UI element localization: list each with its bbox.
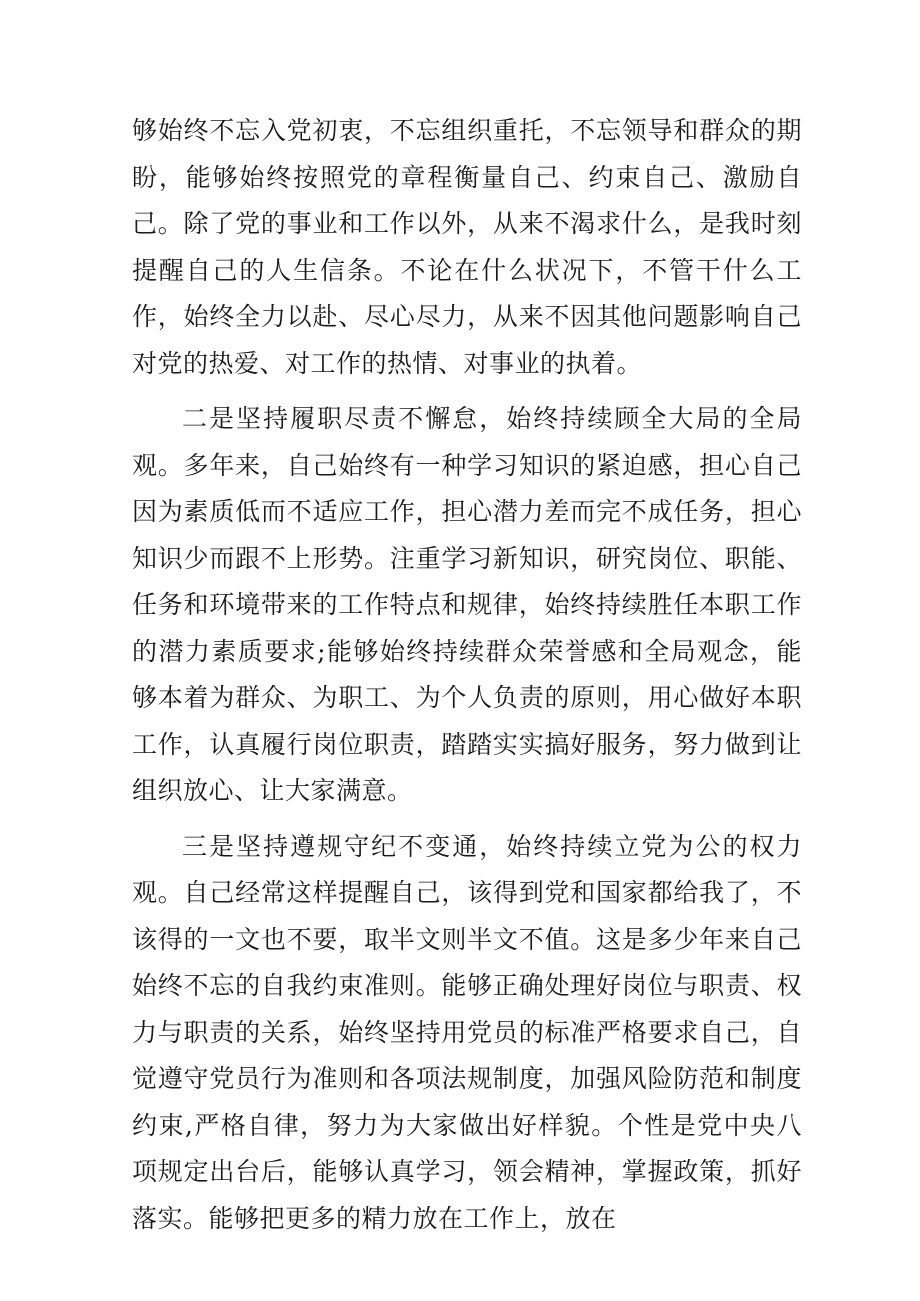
paragraph-third-point: 三是坚持遵规守纪不变通，始终持续立党为公的权力观。自己经常这样提醒自己，该得到党和国家都给我了，不该得的一文也不要，取半文则半文不值。这是多少年来自己始终不忘的自我约束准则。能够正确处理好岗位与职责、权力与职责的关系，始终坚持用党员的标准严格要求自己，自觉遵守党员行为准则和各项法规制度，加强风险防范和制度约束,严格自律，努力为大家做出好样貌。个性是党中央八项规定出台后，能够认真学习，领会精神，掌握政策，抓好落实。能够把更多的精力放在工作上，放在 (132, 831, 802, 1233)
paragraph-second-point: 二是坚持履职尽责不懈怠，始终持续顾全大局的全局观。多年来，自己始终有一种学习知识的紧迫感，担心自己因为素质低而不适应工作，担心潜力差而完不成任务，担心知识少而跟不上形势。注重学习新知识，研究岗位、职能、任务和环境带来的工作特点和规律，始终持续胜任本职工作的潜力素质要求;能够始终持续群众荣誉感和全局观念，能够本着为群众、为职工、为个人负责的原则，用心做好本职工作，认真履行岗位职责，踏踏实实搞好服务，努力做到让组织放心、让大家满意。 (132, 404, 802, 805)
paragraph-continued: 够始终不忘入党初衷，不忘组织重托，不忘领导和群众的期盼，能够始终按照党的章程衡量自己、约束自己、激励自己。除了党的事业和工作以外，从来不渴求什么，是我时刻提醒自己的人生信条。不论在什么状况下，不管干什么工作，始终全力以赴、尽心尽力，从来不因其他问题影响自己对党的热爱、对工作的热情、对事业的执着。 (132, 116, 802, 378)
paragraph-gap (132, 815, 920, 824)
paragraph-gap (132, 387, 920, 396)
